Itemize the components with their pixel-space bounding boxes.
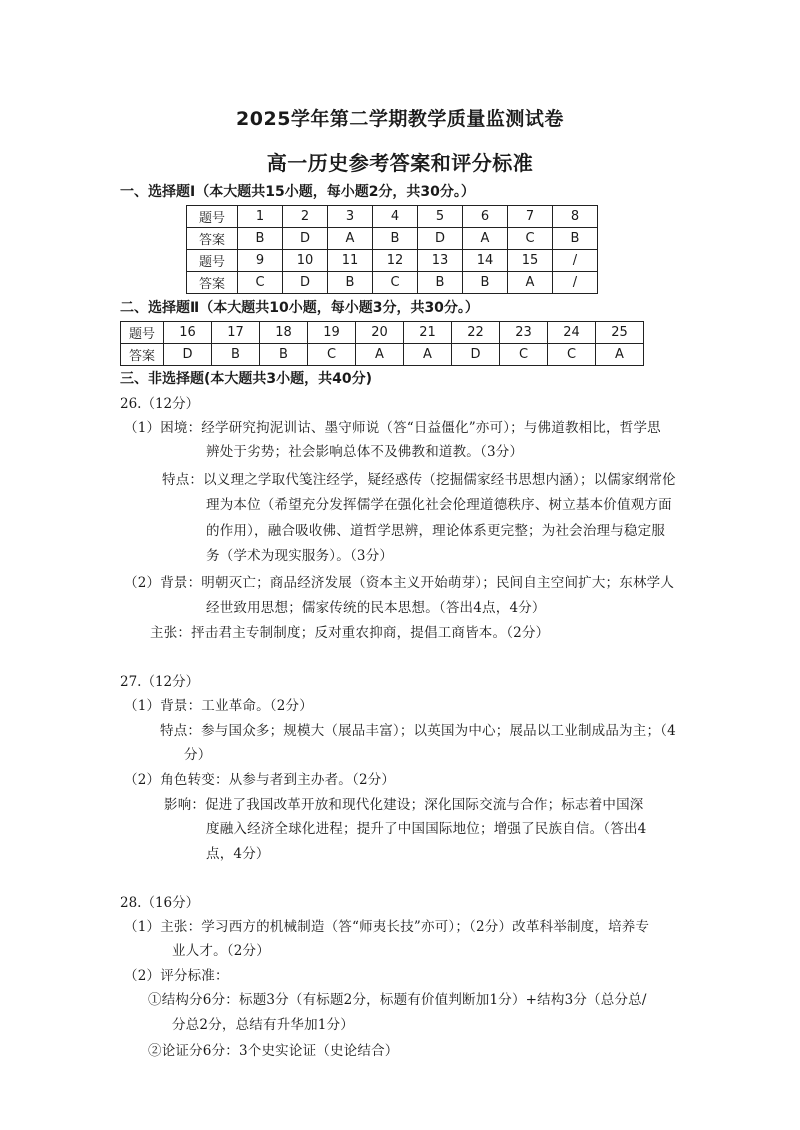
- answer-line: 理为本位（希望充分发挥儒学在强化社会伦理道德秩序、树立基本价值观方面: [206, 497, 672, 513]
- table-row: [121, 322, 644, 344]
- table-cell: A: [463, 228, 508, 250]
- table-cell: B: [328, 272, 373, 294]
- table-cell: B: [238, 228, 283, 250]
- table-cell: 14: [463, 250, 508, 272]
- answer-line: 主张：抨击君主专制制度；反对重农抑商，提倡工商皆本。（2分）: [150, 625, 550, 641]
- table-cell: A: [328, 228, 373, 250]
- table-cell: /: [553, 272, 598, 294]
- section3-heading: 三、非选择题(本大题共3小题，共40分): [120, 371, 373, 387]
- table-cell: A: [356, 344, 404, 366]
- table-cell: 23: [500, 322, 548, 344]
- answer-line: （2）角色转变：从参与者到主办者。（2分）: [124, 772, 396, 788]
- answer-line: 业人才。（2分）: [172, 943, 270, 959]
- row-label: 题号: [121, 322, 164, 344]
- table-cell: C: [500, 344, 548, 366]
- table-cell: 20: [356, 322, 404, 344]
- table-cell: B: [260, 344, 308, 366]
- table-row: [187, 206, 598, 228]
- answer-line: 分总2分，总结有升华加1分）: [172, 1017, 354, 1033]
- row-label: 答案: [187, 272, 238, 294]
- table-cell: 7: [508, 206, 553, 228]
- table-cell: C: [508, 228, 553, 250]
- table-cell: C: [548, 344, 596, 366]
- table-row: [121, 344, 644, 366]
- table-cell: 19: [308, 322, 356, 344]
- table-cell: D: [164, 344, 212, 366]
- answer-line: 影响：促进了我国改革开放和现代化建设；深化国际交流与合作；标志着中国深: [164, 797, 644, 813]
- table-cell: A: [404, 344, 452, 366]
- answer-line: 度融入经济全球化进程；提升了中国国际地位；增强了民族自信。（答出4: [206, 821, 647, 837]
- answer-table-2: [120, 321, 644, 366]
- answer-line: ①结构分6分：标题3分（有标题2分，标题有价值判断加1分）+结构3分（总分总/: [148, 992, 647, 1008]
- table-cell: 6: [463, 206, 508, 228]
- table-cell: B: [463, 272, 508, 294]
- table-cell: D: [452, 344, 500, 366]
- answer-line: ②论证分6分：3个史实论证（史论结合）: [148, 1043, 399, 1059]
- row-label: 题号: [187, 250, 238, 272]
- answer-table-1: [186, 205, 598, 294]
- table-cell: 10: [283, 250, 328, 272]
- answer-line: 特点：参与国众多；规模大（展品丰富）；以英国为中心；展品以工业制成品为主；（4: [160, 723, 676, 739]
- row-label: 题号: [187, 206, 238, 228]
- table-cell: D: [418, 228, 463, 250]
- table-cell: A: [596, 344, 644, 366]
- answer-line: （2）评分标准：: [124, 968, 229, 984]
- answer-line: 辨处于劣势；社会影响总体不及佛教和道教。（3分）: [206, 444, 524, 460]
- table-cell: C: [373, 272, 418, 294]
- table-cell: 22: [452, 322, 500, 344]
- answer-line: 经世致用思想；儒家传统的民本思想。（答出4点，4分）: [206, 600, 546, 616]
- table-cell: 9: [238, 250, 283, 272]
- table-cell: D: [283, 228, 328, 250]
- table-cell: 21: [404, 322, 452, 344]
- table-cell: /: [553, 250, 598, 272]
- answer-line: （1）背景：工业革命。（2分）: [124, 698, 313, 714]
- table-cell: 12: [373, 250, 418, 272]
- table-cell: B: [418, 272, 463, 294]
- answer-line: 特点：以义理之学取代笺注经学，疑经惑传（挖掘儒家经书思想内涵）；以儒家纲常伦: [162, 472, 676, 488]
- table-cell: C: [308, 344, 356, 366]
- table-cell: 4: [373, 206, 418, 228]
- question-28-header: 28.（16分）: [120, 895, 200, 911]
- table-cell: B: [373, 228, 418, 250]
- table-cell: 11: [328, 250, 373, 272]
- table-row: [187, 250, 598, 272]
- table-cell: 16: [164, 322, 212, 344]
- answer-line: 务（学术为现实服务）。（3分）: [206, 548, 394, 564]
- table-cell: 1: [238, 206, 283, 228]
- row-label: 答案: [121, 344, 164, 366]
- table-cell: 13: [418, 250, 463, 272]
- table-row: [187, 272, 598, 294]
- table-cell: B: [553, 228, 598, 250]
- question-27-header: 27.（12分）: [120, 674, 200, 690]
- answer-line: （1）主张：学习西方的机械制造（答“师夷长技”亦可）；（2分）改革科举制度，培养专: [124, 919, 650, 935]
- answer-line: （1）困境：经学研究拘泥训诂、墨守师说（答“日益僵化”亦可）；与佛道教相比，哲学思: [124, 420, 661, 436]
- table-cell: A: [508, 272, 553, 294]
- row-label: 答案: [187, 228, 238, 250]
- table-cell: 3: [328, 206, 373, 228]
- table-cell: D: [283, 272, 328, 294]
- table-row: [187, 228, 598, 250]
- question-26-header: 26.（12分）: [120, 396, 200, 412]
- table-cell: 15: [508, 250, 553, 272]
- answer-line: （2）背景：明朝灭亡；商品经济发展（资本主义开始萌芽）；民间自主空间扩大；东林学人: [124, 575, 675, 591]
- section2-heading: 二、选择题Ⅱ（本大题共10小题，每小题3分，共30分。）: [120, 300, 479, 316]
- answer-line: 分）: [184, 747, 212, 763]
- page-title: 2025学年第二学期教学质量监测试卷: [236, 108, 564, 130]
- table-cell: B: [212, 344, 260, 366]
- answer-line: 的作用），融合吸收佛、道哲学思辨，理论体系更完整；为社会治理与稳定服: [206, 523, 666, 539]
- table-cell: 5: [418, 206, 463, 228]
- table-cell: 18: [260, 322, 308, 344]
- table-cell: 17: [212, 322, 260, 344]
- section1-heading: 一、选择题Ⅰ（本大题共15小题，每小题2分，共30分。）: [120, 184, 475, 200]
- table-cell: 25: [596, 322, 644, 344]
- table-cell: 2: [283, 206, 328, 228]
- table-cell: C: [238, 272, 283, 294]
- page-subtitle: 高一历史参考答案和评分标准: [266, 151, 534, 175]
- answer-line: 点，4分）: [206, 846, 270, 862]
- table-cell: 24: [548, 322, 596, 344]
- table-cell: 8: [553, 206, 598, 228]
